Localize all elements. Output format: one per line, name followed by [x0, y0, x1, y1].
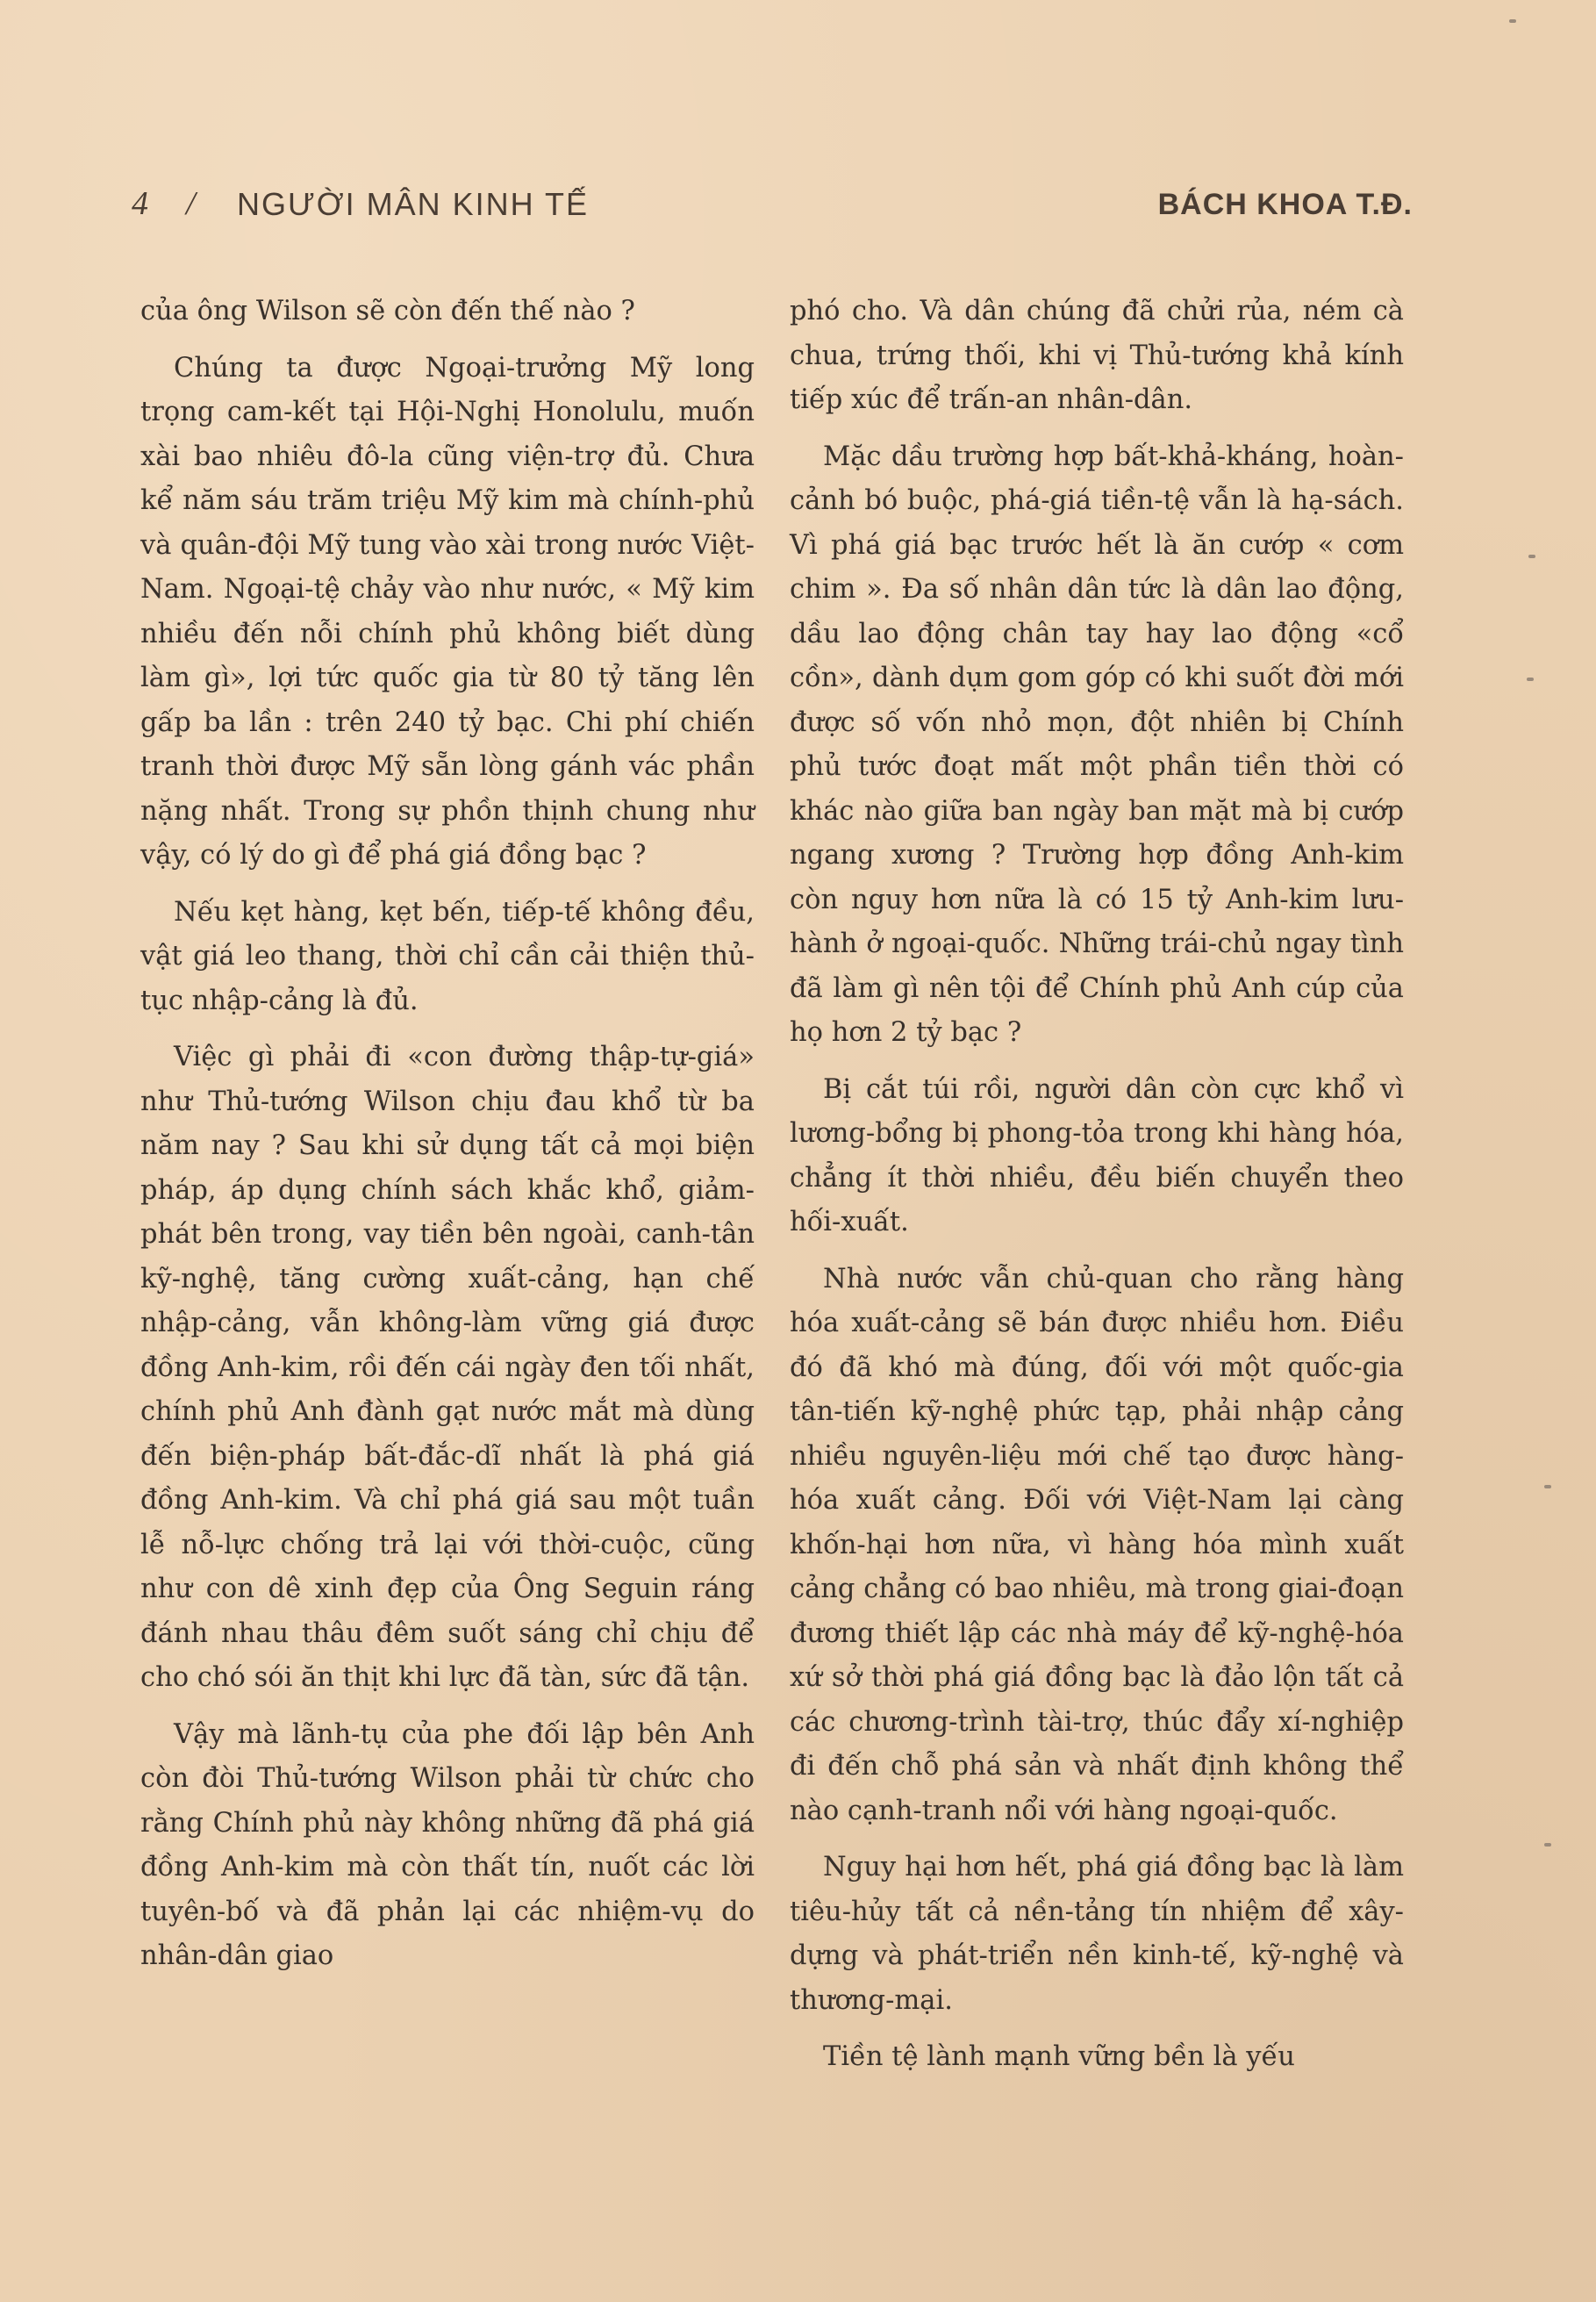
paper-speck: [1544, 1485, 1551, 1488]
paper-speck: [1528, 555, 1535, 558]
right-column: [790, 290, 1404, 2092]
paragraph: Tiền tệ lành mạnh vững bền là yếu: [823, 2041, 1295, 2072]
header-separator: /: [186, 185, 196, 222]
journal-name: BÁCH KHOA T.Đ.: [1157, 188, 1413, 221]
paper-speck: [1527, 678, 1534, 681]
paper-speck: [1544, 1843, 1551, 1847]
running-title: NGƯỜI MÂN KINH TẾ: [237, 186, 589, 222]
paragraph: Việc gì phải đi «con đường thập-tự-giá» như Thủ-tướng Wilson chịu đau khổ từ ba năm nay ? Sau khi sử dụng tất cả mọi biện pháp, áp dụng chính sách khắc khổ, giảm-phát bên trong, vay tiền bên ngoài, canh-tân kỹ-nghệ, tăng cường xuất-cảng, hạn chế nhập-cảng, vẫn không-làm vững giá được đồng Anh-kim, rồi đến cái ngày đen tối nhất, chính phủ Anh đành gạt nước mắt mà dùng đến biện-pháp bất-đắc-dĩ nhất là phá giá đồng Anh-kim. Và chỉ phá giá sau một tuần lễ nỗ-lực chống trả lại với thời-cuộc, cũng như con dê xinh đẹp của Ông Seguin ráng đánh nhau thâu đêm suốt sáng chỉ chịu để cho chó sói ăn thịt khi lực đã tàn, sức đã tận.: [140, 1042, 755, 1693]
paragraph: Bị cắt túi rồi, người dân còn cực khổ vì lương-bổng bị phong-tỏa trong khi hàng hóa, chẳng ít thời nhiều, đều biến chuyển theo hối-xuất.: [790, 1073, 1404, 1237]
paragraph: Mặc dầu trường hợp bất-khả-kháng, hoàn-cảnh bó buộc, phá-giá tiền-tệ vẫn là hạ-sách. Vì phá giá bạc trước hết là ăn cướp « cơm chim ». Đa số nhân dân tức là dân lao động, dầu lao động chân tay hay lao động «cổ cồn», dành dụm gom góp có khi suốt đời mới được số vốn nhỏ mọn, đột nhiên bị Chính phủ tước đoạt mất một phần tiền thời có khác nào giữa ban ngày ban mặt mà bị cướp ngang xương ? Trường hợp đồng Anh-kim còn nguy hơn nữa là có 15 tỷ Anh-kim lưu-hành ở ngoại-quốc. Những trái-chủ ngay tình đã làm gì nên tội để Chính phủ Anh cúp của họ hơn 2 tỷ bạc ?: [790, 441, 1404, 1048]
page-header: [132, 184, 1413, 237]
page-number: 4: [132, 185, 148, 222]
paper-speck: [1509, 19, 1516, 23]
paragraph: Chúng ta được Ngoại-trưởng Mỹ long trọng cam-kết tại Hội-Nghị Honolulu, muốn xài bao nhiêu đô-la cũng viện-trợ đủ. Chưa kể năm sáu trăm triệu Mỹ kim mà chính-phủ và quân-đội Mỹ tung vào xài trong nước Việt-Nam. Ngoại-tệ chảy vào như nước, « Mỹ kim nhiều đến nỗi chính phủ không biết dùng làm gì», lợi tức quốc gia từ 80 tỷ tăng lên gấp ba lần : trên 240 tỷ bạc. Chi phí chiến tranh thời được Mỹ sẵn lòng gánh vác phần nặng nhất. Trong sự phồn thịnh chung như vậy, có lý do gì để phá giá đồng bạc ?: [140, 352, 755, 871]
left-column: [140, 290, 755, 1991]
paragraph: Nguy hại hơn hết, phá giá đồng bạc là làm tiêu-hủy tất cả nền-tảng tín nhiệm để xây-dựng và phát-triển nền kinh-tế, kỹ-nghệ và thương-mại.: [790, 1852, 1404, 2016]
paragraph: của ông Wilson sẽ còn đến thế nào ?: [140, 296, 635, 326]
paragraph: Nếu kẹt hàng, kẹt bến, tiếp-tế không đều, vật giá leo thang, thời chỉ cần cải thiện thủ-tục nhập-cảng là đủ.: [140, 896, 755, 1016]
paragraph: Vậy mà lãnh-tụ của phe đối lập bên Anh còn đòi Thủ-tướng Wilson phải từ chức cho rằng Chính phủ này không những đã phá giá đồng Anh-kim mà còn thất tín, nuốt các lời tuyên-bố và đã phản lại các nhiệm-vụ do nhân-dân giao: [140, 1718, 755, 1971]
paragraph: Nhà nước vẫn chủ-quan cho rằng hàng hóa xuất-cảng sẽ bán được nhiều hơn. Điều đó đã khó mà đúng, đối với một quốc-gia tân-tiến kỹ-nghệ phức tạp, phải nhập cảng nhiều nguyên-liệu mới chế tạo được hàng-hóa xuất cảng. Đối với Việt-Nam lại càng khốn-hại hơn nữa, vì hàng hóa mình xuất cảng chẳng có bao nhiêu, mà trong giai-đoạn đương thiết lập các nhà máy để kỹ-nghệ-hóa xứ sở thời phá giá đồng bạc là đảo lộn tất cả các chương-trình tài-trợ, thúc đẩy xí-nghiệp đi đến chỗ phá sản và nhất định không thể nào cạnh-tranh nổi với hàng ngoại-quốc.: [790, 1263, 1404, 1826]
paragraph: phó cho. Và dân chúng đã chửi rủa, ném cà chua, trứng thối, khi vị Thủ-tướng khả kính tiếp xúc để trấn-an nhân-dân.: [790, 296, 1404, 415]
